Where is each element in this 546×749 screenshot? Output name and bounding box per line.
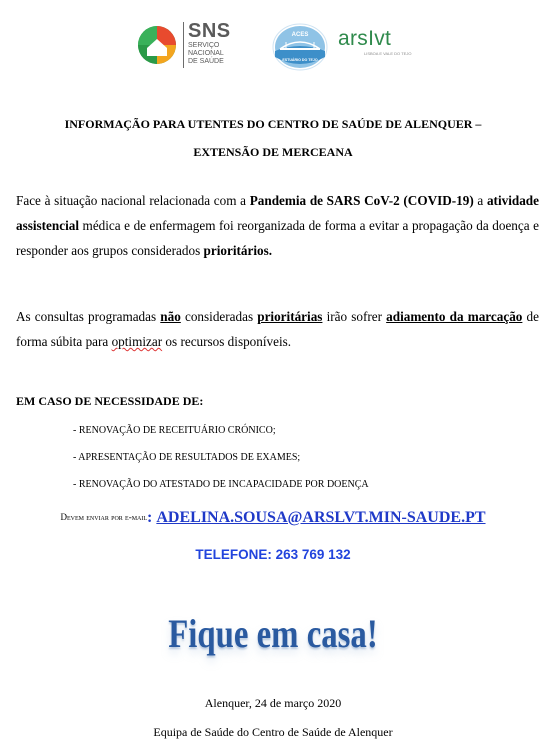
needs-list [73, 424, 369, 505]
phone-number: TELEFONE: 263 769 132 [195, 547, 351, 562]
p2-text-5: os recursos disponíveis. [162, 334, 292, 349]
sns-subtitle-2: DE SAÚDE [188, 58, 224, 65]
list-item: - RENOVAÇÃO DE RECEITUÁRIO CRÓNICO; [73, 425, 276, 436]
p2-bold-adiamento: adiamento da marcação [386, 309, 523, 324]
stay-home-wordart: Fique em casa! [168, 611, 378, 656]
sns-logo [136, 22, 256, 70]
heading-line-1: INFORMAÇÃO PARA UTENTES DO CENTRO DE SAÚDE DE ALENQUER – [64, 117, 482, 131]
sns-text [188, 20, 256, 66]
logo-bar [0, 18, 546, 78]
p2-bold-nao: não [160, 309, 181, 324]
aces-logo [272, 23, 328, 71]
p2-text-4: de forma súbita para [16, 309, 539, 349]
p1-bold-pandemic: Pandemia de SARS CoV-2 (COVID-19) [249, 193, 474, 208]
document-heading [0, 110, 546, 166]
ars-logo [338, 28, 428, 68]
email-label: Devem enviar por e-mail [60, 512, 148, 522]
document-date: Alenquer, 24 de março 2020 [204, 696, 342, 710]
heading-line-2: EXTENSÃO DE MERCEANA [193, 145, 353, 159]
paragraph-appointments [16, 304, 539, 354]
sns-subtitle-1: SERVIÇO NACIONAL [188, 42, 224, 57]
p1-bold-activity: atividade assistencial [16, 193, 539, 233]
p2-text-3: irão sofrer [322, 309, 387, 324]
list-item: - APRESENTAÇÃO DE RESULTADOS DE EXAMES; [73, 452, 301, 463]
sns-emblem-icon [136, 24, 178, 66]
document-signature: Equipa de Saúde do Centro de Saúde de Alenquer [153, 725, 393, 739]
p2-bold-prioritarias: prioritárias [257, 309, 323, 324]
p1-text-2: a [473, 193, 487, 208]
ars-subtitle: LISBOA E VALE DO TEJO [364, 51, 412, 56]
p2-text-1: As consultas programadas [16, 309, 161, 324]
emergency-heading: EM CASO DE NECESSIDADE DE: [16, 394, 204, 408]
paragraph-pandemic [16, 188, 539, 263]
list-item: - RENOVAÇÃO DO ATESTADO DE INCAPACIDADE POR DOENÇA [73, 479, 369, 490]
p2-text-2: consideradas [180, 309, 258, 324]
p1-bold-priority: prioritários. [203, 243, 273, 258]
email-colon: : [147, 509, 153, 526]
sns-wordmark: SNS [188, 20, 231, 42]
sns-divider [183, 22, 184, 68]
email-line [0, 509, 546, 527]
aces-bottom-text: ESTUÁRIO DO TEJO [282, 58, 318, 62]
p1-text-1: Face à situação nacional relacionada com a [16, 193, 250, 208]
p1-text-3: médica e de enfermagem foi reorganizada de forma a evitar a propagação da doença e responder aos grupos considerados [16, 218, 539, 258]
aces-top-text: ACES [291, 32, 309, 38]
ars-wordmark: arsIvt [338, 27, 392, 50]
p2-spellcheck-word: optimizar [111, 334, 163, 349]
email-link[interactable]: ADELINA.SOUSA@ARSLVT.MIN-SAUDE.PT [156, 509, 486, 526]
